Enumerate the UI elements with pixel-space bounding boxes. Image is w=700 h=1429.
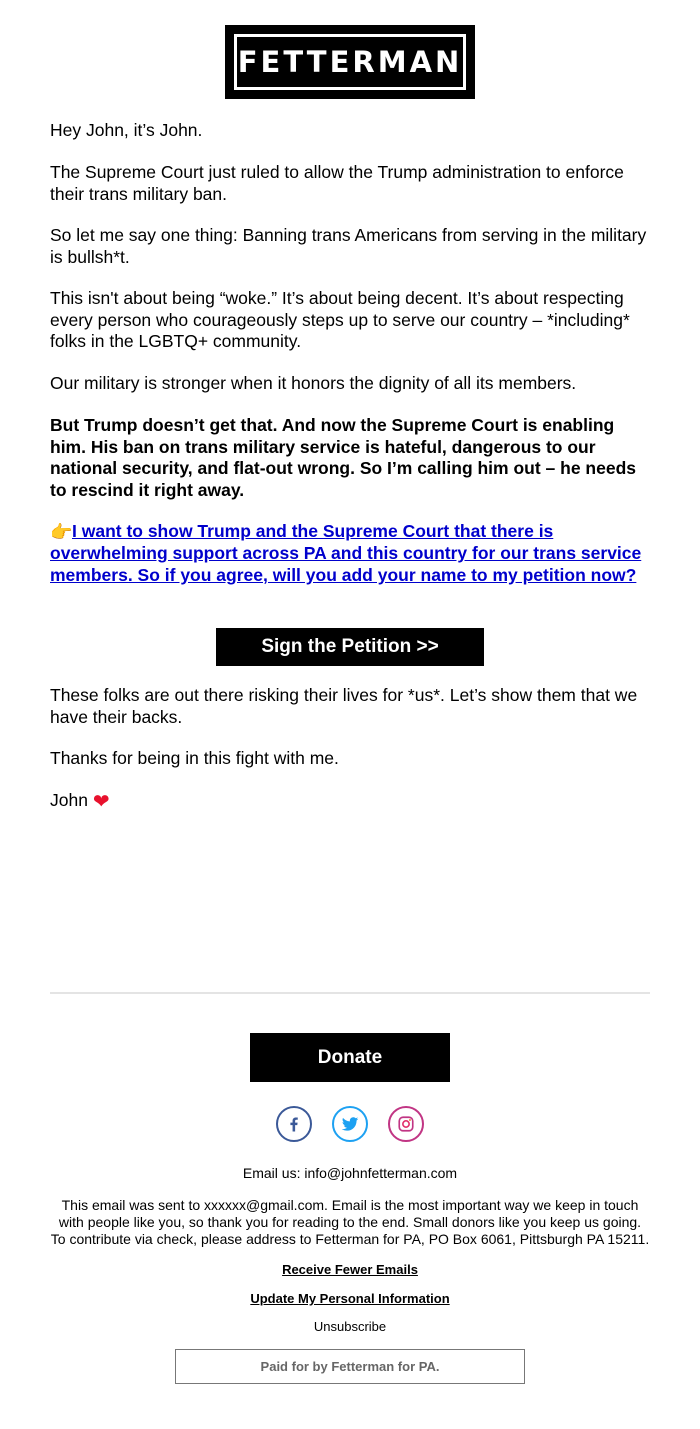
paragraph-bold-callout: But Trump doesn’t get that. And now the Supreme Court is enabling him. His ban on trans military service is hateful, dangerous to our national security, and flat-out wrong. So I’m calling him out – he needs to rescind it right away. xyxy=(50,415,636,500)
pointing-hand-icon: 👉 xyxy=(50,521,73,542)
update-personal-info-link[interactable]: Update My Personal Information xyxy=(250,1291,450,1306)
donate-button[interactable]: Donate xyxy=(250,1033,450,1082)
update-info-wrap xyxy=(50,1290,650,1307)
instagram-icon xyxy=(397,1115,415,1133)
paid-for-disclaimer: Paid for by Fetterman for PA. xyxy=(175,1349,525,1384)
sign-petition-button[interactable]: Sign the Petition >> xyxy=(216,628,484,666)
social-links xyxy=(276,1106,424,1142)
unsubscribe-link[interactable]: Unsubscribe xyxy=(313,1319,387,1334)
paragraph-one-thing: So let me say one thing: Banning trans Americans from serving in the military is bullsh*t. xyxy=(50,225,647,267)
paragraph-ruling: The Supreme Court just ruled to allow the Trump administration to enforce their trans military ban. xyxy=(50,162,624,204)
receive-fewer-wrap xyxy=(50,1261,650,1278)
facebook-link[interactable] xyxy=(276,1106,312,1142)
petition-link[interactable]: I want to show Trump and the Supreme Court that there is overwhelming support across PA and this country for our trans service members. So if you agree, will you add your name to my petition now? xyxy=(50,521,642,585)
divider xyxy=(50,992,650,994)
signoff-name: John xyxy=(50,790,88,810)
greeting: Hey John, it’s John. xyxy=(50,120,203,140)
twitter-icon xyxy=(340,1115,360,1133)
fetterman-logo xyxy=(225,25,475,99)
email-us: Email us: info@johnfetterman.com xyxy=(242,1165,458,1181)
paragraph-backs: These folks are out there risking their lives for *us*. Let’s show them that we have their backs. xyxy=(50,685,638,727)
petition-link-paragraph xyxy=(50,521,650,586)
facebook-icon xyxy=(285,1115,303,1133)
paragraph-decent: This isn't about being “woke.” It’s about being decent. It’s about respecting every person who courageously steps up to serve our country – *including* folks in the LGBTQ+ community. xyxy=(50,288,630,351)
heart-icon: ❤ xyxy=(92,791,110,813)
receive-fewer-emails-link[interactable]: Receive Fewer Emails xyxy=(282,1262,418,1277)
footer-disclaimer: This email was sent to xxxxxx@gmail.com. Email is the most important way we keep in touch with people like you, so thank you for reading to the end. Small donors like you keep us going. To contribute via check, please address to Fetterman for PA, PO Box 6061, Pittsburgh PA 15211. xyxy=(50,1197,650,1247)
logo-text: FETTERMAN xyxy=(237,45,463,79)
paragraph-thanks: Thanks for being in this fight with me. xyxy=(50,748,339,768)
instagram-link[interactable] xyxy=(388,1106,424,1142)
twitter-link[interactable] xyxy=(332,1106,368,1142)
paragraph-military-stronger: Our military is stronger when it honors the dignity of all its members. xyxy=(50,373,577,393)
logo-border xyxy=(234,34,466,90)
signoff xyxy=(50,790,650,814)
